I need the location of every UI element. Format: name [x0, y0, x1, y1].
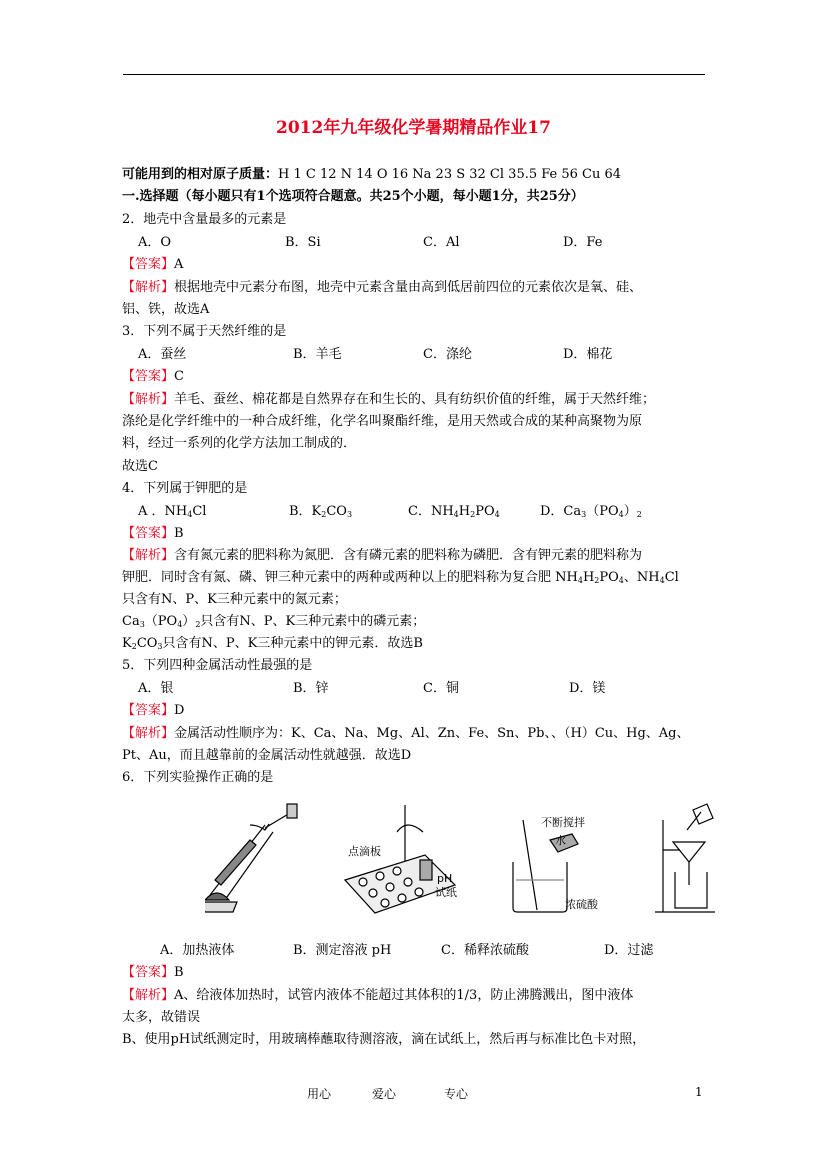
q4-answer: 【答案】B — [122, 526, 184, 541]
q6-option-d: D．过滤 — [604, 943, 654, 958]
header-rule — [123, 74, 705, 75]
q6-option-a: A．加热液体 — [160, 943, 235, 958]
fig-b-label-paper: 试纸 — [435, 886, 457, 899]
q5-option-d: D．镁 — [569, 681, 606, 696]
q4-option-b: B．$K_2CO_3$ — [289, 504, 353, 519]
q4-option-d: D．$Ca_3(PO_4)_2$ — [540, 504, 642, 519]
question-4-stem: 4．下列属于钾肥的是 — [122, 481, 248, 496]
q4-option-c: C．$NH_4H_2PO_4$ — [408, 504, 500, 519]
question-6-stem: 6．下列实验操作正确的是 — [122, 770, 274, 785]
q6-analysis-cont-2: B、使用pH试纸测定时，用玻璃棒蘸取待测溶液，滴在试纸上，然后再与标准比色卡对照， — [122, 1032, 646, 1047]
q6-answer: 【答案】B — [122, 965, 184, 980]
q6-option-b: B．测定溶液 pH — [293, 943, 392, 958]
figure-heating-liquid — [205, 804, 297, 912]
q6-analysis: 【解析】A、给液体加热时，试管内液体不能超过其体积的1/3，防止沸腾溅出，图中液体 — [122, 988, 634, 1003]
q3-analysis: 【解析】羊毛、蚕丝、棉花都是自然界存在和生长的、具有纺织价值的纤维，属于天然纤维； — [122, 392, 656, 407]
q3-analysis-cont-1: 涤纶是化学纤维中的一种合成纤维，化学名叫聚酯纤维，是用天然或合成的某种高聚物为原 — [122, 414, 643, 429]
footer-left: 用心 — [307, 1087, 332, 1101]
footer-right: 专心 — [444, 1087, 469, 1101]
figure-filtration — [655, 804, 715, 912]
q3-option-a: A．蚕丝 — [138, 347, 187, 362]
question-3-stem: 3．下列不属于天然纤维的是 — [122, 324, 287, 339]
lab-operation-figures — [205, 800, 725, 920]
q4-analysis-cont-2: 只含有N、P、K三种元素中的氮元素； — [122, 592, 347, 607]
q2-option-c: C．Al — [423, 235, 460, 250]
question-2-stem: 2．地壳中含量最多的元素是 — [122, 212, 287, 227]
footer-mid: 爱心 — [372, 1087, 397, 1101]
q2-analysis: 【解析】根据地壳中元素分布图，地壳中元素含量由高到低居前四位的元素依次是氧、硅、 — [122, 280, 643, 295]
q2-option-b: B．Si — [285, 235, 321, 250]
q4-analysis: 【解析】含有氮元素的肥料称为氮肥．含有磷元素的肥料称为磷肥．含有钾元素的肥料称为 — [122, 548, 643, 563]
fig-c-label-acid: 浓硫酸 — [565, 898, 598, 911]
q5-option-c: C．铜 — [423, 681, 459, 696]
fig-c-label-stir: 不断搅拌 — [541, 816, 585, 829]
section-heading: 一.选择题（每小题只有1个选项符合题意。共25个小题，每小题1分，共25分） — [122, 189, 584, 204]
q5-option-b: B．锌 — [293, 681, 329, 696]
atomic-masses-line: 可能用到的相对原子质量：H 1 C 12 N 14 O 16 Na 23 S 32 Cl 35.5 Fe 56 Cu 64 — [122, 167, 622, 182]
page-number: 1 — [695, 1085, 703, 1099]
q6-analysis-cont-1: 太多，故错误 — [122, 1010, 201, 1025]
question-5-stem: 5．下列四种金属活动性最强的是 — [122, 658, 313, 673]
q3-answer: 【答案】C — [122, 369, 184, 384]
q3-option-d: D．棉花 — [563, 347, 613, 362]
page-title: 2012年九年级化学暑期精品作业17 — [276, 118, 551, 138]
q3-analysis-cont-2: 料，经过一系列的化学方法加工制成的． — [122, 436, 357, 451]
q6-option-c: C．稀释浓硫酸 — [441, 943, 529, 958]
q2-answer: 【答案】A — [122, 257, 184, 272]
q4-option-a: A ．$NH_4Cl$ — [138, 504, 207, 519]
fig-b-label-plate: 点滴板 — [348, 845, 381, 858]
q5-answer: 【答案】D — [122, 703, 185, 718]
q5-analysis-cont: Pt、Au，而且越靠前的金属活动性就越强．故选D — [122, 748, 412, 763]
q3-option-c: C．涤纶 — [423, 347, 472, 362]
fig-b-label-ph: pH — [437, 872, 453, 885]
q4-analysis-cont-3: $Ca_3(PO_4)_2$只含有N、P、K三种元素中的磷元素； — [122, 614, 426, 629]
q2-option-a: A．O — [138, 235, 172, 250]
q5-option-a: A．银 — [138, 681, 174, 696]
q2-option-d: D．Fe — [563, 235, 603, 250]
q5-analysis: 【解析】金属活动性顺序为：K、Ca、Na、Mg、Al、Zn、Fe、Sn、Pb、、（H）Cu、Hg、Ag、 — [122, 726, 690, 741]
q4-analysis-cont-1: 钾肥．同时含有氮、磷、钾三种元素中的两种或两种以上的肥料称为复合肥 $NH_4H_2PO_4$、$NH_4Cl$ — [122, 570, 679, 585]
q3-option-b: B．羊毛 — [293, 347, 342, 362]
q4-analysis-cont-4: $K_2CO_3$只含有N、P、K三种元素中的钾元素．故选B — [122, 636, 423, 651]
q2-analysis-cont: 铝、铁，故选A — [122, 302, 210, 317]
fig-c-label-water: 水 — [555, 834, 566, 847]
q3-analysis-cont-3: 故选C — [122, 459, 158, 474]
